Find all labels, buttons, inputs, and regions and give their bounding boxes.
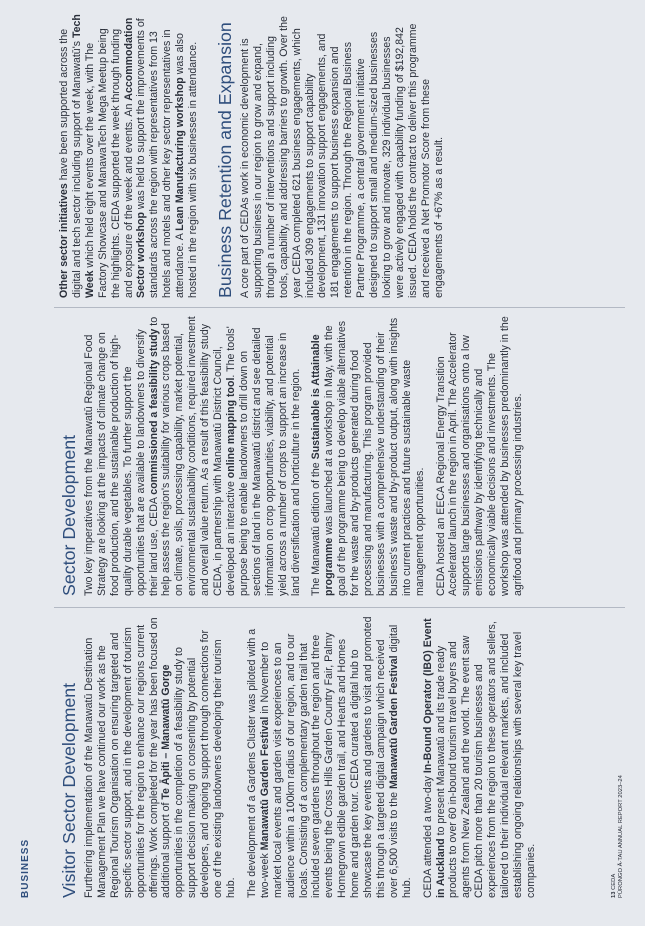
column-sector-development <box>58 314 533 596</box>
paragraph: Furthering implementation of the Manawatū Destination Management Plan we have continued our work as the Regional Tourism Organisation on ensuring targeted and specific sector support, and in the development of tourism opportunities for the region to enhance our regions current offerings. Work completed for the year has been focused on additional support of Te Āpiti – Manawatū Gorge opportunities in the completion of a feasibility study to support decision making on consenting by potential developers, and ongoing support through connections for one of the existing landowners developing their tourism hub. <box>83 617 237 898</box>
footer-org: CEDA <box>611 873 617 890</box>
page-number: 13 <box>611 891 617 898</box>
heading-visitor-sector-development: Visitor Sector Development <box>59 682 79 898</box>
paragraph: The development of a Gardens Cluster was piloted with a two-week Manawatū Garden Festival in November to market local events and garden visit experiences to an audience within a 100km radius of our region, and to our locals. Consisting of a complementary garden trail that included seven gardens throughout the region and three events being the Cross Hills Garden Country Fair, Palmy Homegrown edible garden trail, and Hearts and Homes home and garden tour. CEDA curated a digital hub to showcase the key events and gardens to visit and promoted this through a targeted digital campaign which received over 6,500 visits to the Manawatū Garden Festival digital hub. <box>245 616 413 898</box>
column-visitor-sector <box>58 616 546 898</box>
column-divider <box>54 607 625 608</box>
column-business-retention <box>58 14 453 298</box>
paragraph: Other sector initiatives have been supported across the digital and tech sector including support of Manawatū's Tech Week which held eight events over the week, with The Factory Showcase and ManawaTech Mega Meetup being the highlights. CEDA supported the week through funding and exposure of the week and events. An Accommodation Sector workshop was held to support the improvements of standards across the region with representatives from 13 hotels and motels and other key sector representatives in attendance. A Lean Manufacturing workshop was also hosted in the region with six businesses in attendance. <box>58 14 200 298</box>
paragraph: CEDA attended a two-day In-Bound Operator (IBO) Event in Auckland to present Manawatū and its trade ready products to over 60 in-bound tourism travel buyers and agents from New Zealand and the world. The event saw CEDA pitch more than 20 tourism businesses and experiences from the region to these operators and sellers, tailored to their individual relevant markets, and included establishing ongoing relationships with several key travel companies. <box>421 618 537 898</box>
paragraph: A core part of CEDAs work in economic development is supporting business in our region to grow and expand, through a number of interventions and support including tools, capability, and addressing barriers to growth. Over the year CEDA completed 621 business engagements, which included 309 engagements to support capability development, 131 innovation support engagements, and 181 engagements to support business expansion and retention in the region. Through the Regional Business Partner Programme, a central government initiative designed to support small and medium-sized businesses looking to grow and innovate, 329 individual businesses were actively engaged with capability funding of $192,842 issued. CEDA holds the contract to deliver this programme and received a Net Promotor Score from these engagements of +67% as a result. <box>238 16 445 298</box>
footer-report-title: PŪRONGO Ā-TAU ANNUAL REPORT 2023–24 <box>618 775 624 898</box>
page-footer <box>611 775 625 898</box>
paragraph: Two key imperatives from the Manawatū Regional Food Strategy are looking at the impacts of climate change on food production, and the sustainable production of high-quality durable vegetables. To further support the opportunities that are available to landowners to diversify their land use, CEDA commissioned a feasibility study to help assess the region's suitability for various crops based on climate, soils, processing capability, market potential, environmental sustainability conditions, required investment and overall value return. As a result of this feasibility study CEDA, in partnership with Manawatū District Council, developed an interactive online mapping tool. The tools' purpose being to enable landowners to drill down on sections of land in the Manawatū district and see detailed information on crop opportunities, viability, and potential yield across a number of crops to support an increase in land diversification and horticulture in the region. <box>83 316 302 596</box>
heading-business-retention-expansion: Business Retention and Expansion <box>214 22 235 298</box>
section-label: BUSINESS <box>20 838 31 898</box>
column-divider <box>54 307 625 308</box>
paragraph: The Manawatū edition of the Sustainable is Attainable programme was launched at a workshop in May, with the goal of the programme being to develop viable alternatives for the waste and by-products generated during food processing and manufacturing. This program provided businesses with a comprehensive understanding of their business's waste and by-product output, along with insights into current practices and future sustainable waste management opportunities. <box>310 317 426 596</box>
paragraph: CEDA hosted an EECA Regional Energy Transition Accelerator launch in the region in April. The Accelerator supports large businesses and organisations onto a low emissions pathway by identifying technically and economically viable decisions and investments. The workshop was attended by businesses predominantly in the agrifood and primary processing industries. <box>434 316 524 596</box>
heading-sector-development: Sector Development <box>59 434 79 596</box>
